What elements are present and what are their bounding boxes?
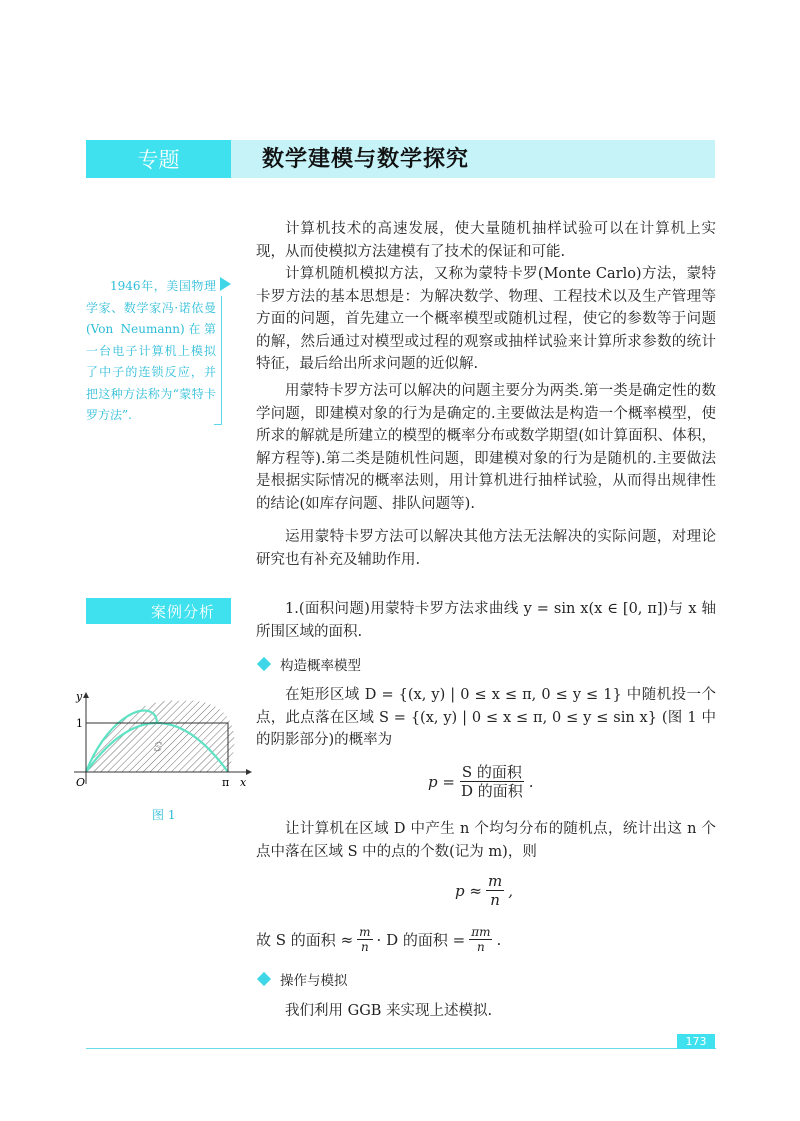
formula-prefix: 故 S 的面积 ≈	[256, 931, 354, 949]
footer-rule	[86, 1048, 716, 1049]
formula-probability	[428, 763, 534, 800]
fraction-denominator: D 的面积	[460, 782, 523, 800]
case-problem: 1.(面积问题)用蒙特卡罗方法求曲线 y = sin x(x ∈ [0, π])与 x 轴所围区域的面积.	[256, 601, 716, 640]
formula-approx	[455, 872, 513, 909]
diamond-icon	[257, 972, 271, 986]
intro-paragraph-4: 运用蒙特卡罗方法可以解决其他方法无法解决的实际问题，对理论研究也有补充及辅助作用.	[256, 529, 716, 568]
case-text-1: 在矩形区域 D = {(x, y) | 0 ≤ x ≤ π, 0 ≤ y ≤ 1} 中随机投一个点，此点落在区域 S = {(x, y) | 0 ≤ x ≤ π, 0 ≤ y ≤ sin x} (图 1 中的阴影部分)的概率为	[256, 687, 716, 748]
diamond-icon	[257, 657, 271, 671]
case-analysis-tag: 案例分析	[86, 598, 231, 624]
formula-lhs: p =	[428, 772, 455, 791]
arrow-right-icon	[220, 277, 231, 291]
x-axis-label: x	[240, 776, 247, 788]
formula-end: .	[496, 930, 502, 949]
fraction-denominator: n	[476, 940, 485, 954]
side-note-rule-end	[214, 424, 222, 425]
x-tick-label: π	[222, 776, 230, 788]
shaded-region-s	[86, 701, 234, 772]
fraction-numerator: πm	[471, 925, 491, 939]
intro-paragraph-3: 用蒙特卡罗方法可以解决的问题主要分为两类.第一类是确定性的数学问题，即建模对象的行为是确定的.主要做法是构造一个概率模型，使所求的解就是所建立的模型的概率分布或数学期望(如计算面积、体积，解方程等).第二类是随机性问题，即建模对象的行为是随机的.主要做法是根据实际情况的概率法则，用计算机进行抽样试验，从而得出规律性的结论(如库存问题、排队问题等).	[256, 383, 716, 512]
side-note: 1946年，美国物理学家、数学家冯·诺依曼(Von Neumann)在第一台电子计算机上模拟了中子的连锁反应，并把这种方法称为“蒙特卡罗方法”.	[86, 279, 216, 422]
intro-paragraph-1: 计算机技术的高速发展，使大量随机抽样试验可以在计算机上实现，从而使模拟方法建模有了技术的保证和可能.	[256, 221, 716, 260]
subheading-probability-model	[256, 654, 361, 674]
y-axis-label: y	[76, 690, 83, 703]
intro-paragraph-2: 计算机随机模拟方法，又称为蒙特卡罗(Monte Carlo)方法，蒙特卡罗方法的基本思想是：为解决数学、物理、工程技术以及生产管理等方面的问题，首先建立一个概率模型或随机过程，使它的参数等于问题的解，然后通过对模型或过程的观察或抽样试验来计算所求参数的统计特征，最后给出所求问题的近似解.	[256, 266, 716, 372]
subheading-operation	[256, 969, 348, 989]
x-axis-arrow-icon	[246, 769, 252, 775]
fraction	[469, 925, 492, 954]
y-axis-arrow-icon	[83, 692, 89, 698]
formula-end: ,	[508, 881, 513, 900]
formula-lhs: p ≈	[455, 881, 482, 900]
case-text-3: 我们利用 GGB 来实现上述模拟.	[285, 1003, 493, 1019]
figure-sine-area	[64, 688, 254, 788]
fraction-numerator: m	[359, 925, 371, 939]
subheading-label: 构造概率模型	[280, 658, 361, 674]
page-number: 173	[677, 1034, 715, 1049]
formula-end: .	[528, 772, 534, 791]
fraction-denominator: n	[360, 940, 369, 954]
side-note-rule	[221, 296, 222, 424]
fraction-numerator: m	[487, 872, 503, 890]
y-tick-label: 1	[76, 717, 83, 730]
figure-caption: 图 1	[152, 808, 176, 822]
formula-area	[256, 925, 501, 954]
fraction	[486, 872, 504, 909]
formula-mid: · D 的面积 =	[376, 931, 466, 949]
fraction	[357, 925, 372, 954]
fraction	[459, 763, 525, 800]
subheading-label: 操作与模拟	[280, 973, 348, 989]
origin-label: O	[76, 776, 86, 788]
fraction-numerator: S 的面积	[461, 763, 522, 781]
page-title: 数学建模与数学探究	[262, 147, 470, 172]
region-label: S	[154, 740, 163, 754]
case-text-2: 让计算机在区域 D 中产生 n 个均匀分布的随机点，统计出这 n 个点中落在区域 S 中的点的个数(记为 m)，则	[256, 821, 716, 860]
fraction-denominator: n	[490, 891, 500, 909]
section-tag: 专题	[86, 140, 231, 178]
